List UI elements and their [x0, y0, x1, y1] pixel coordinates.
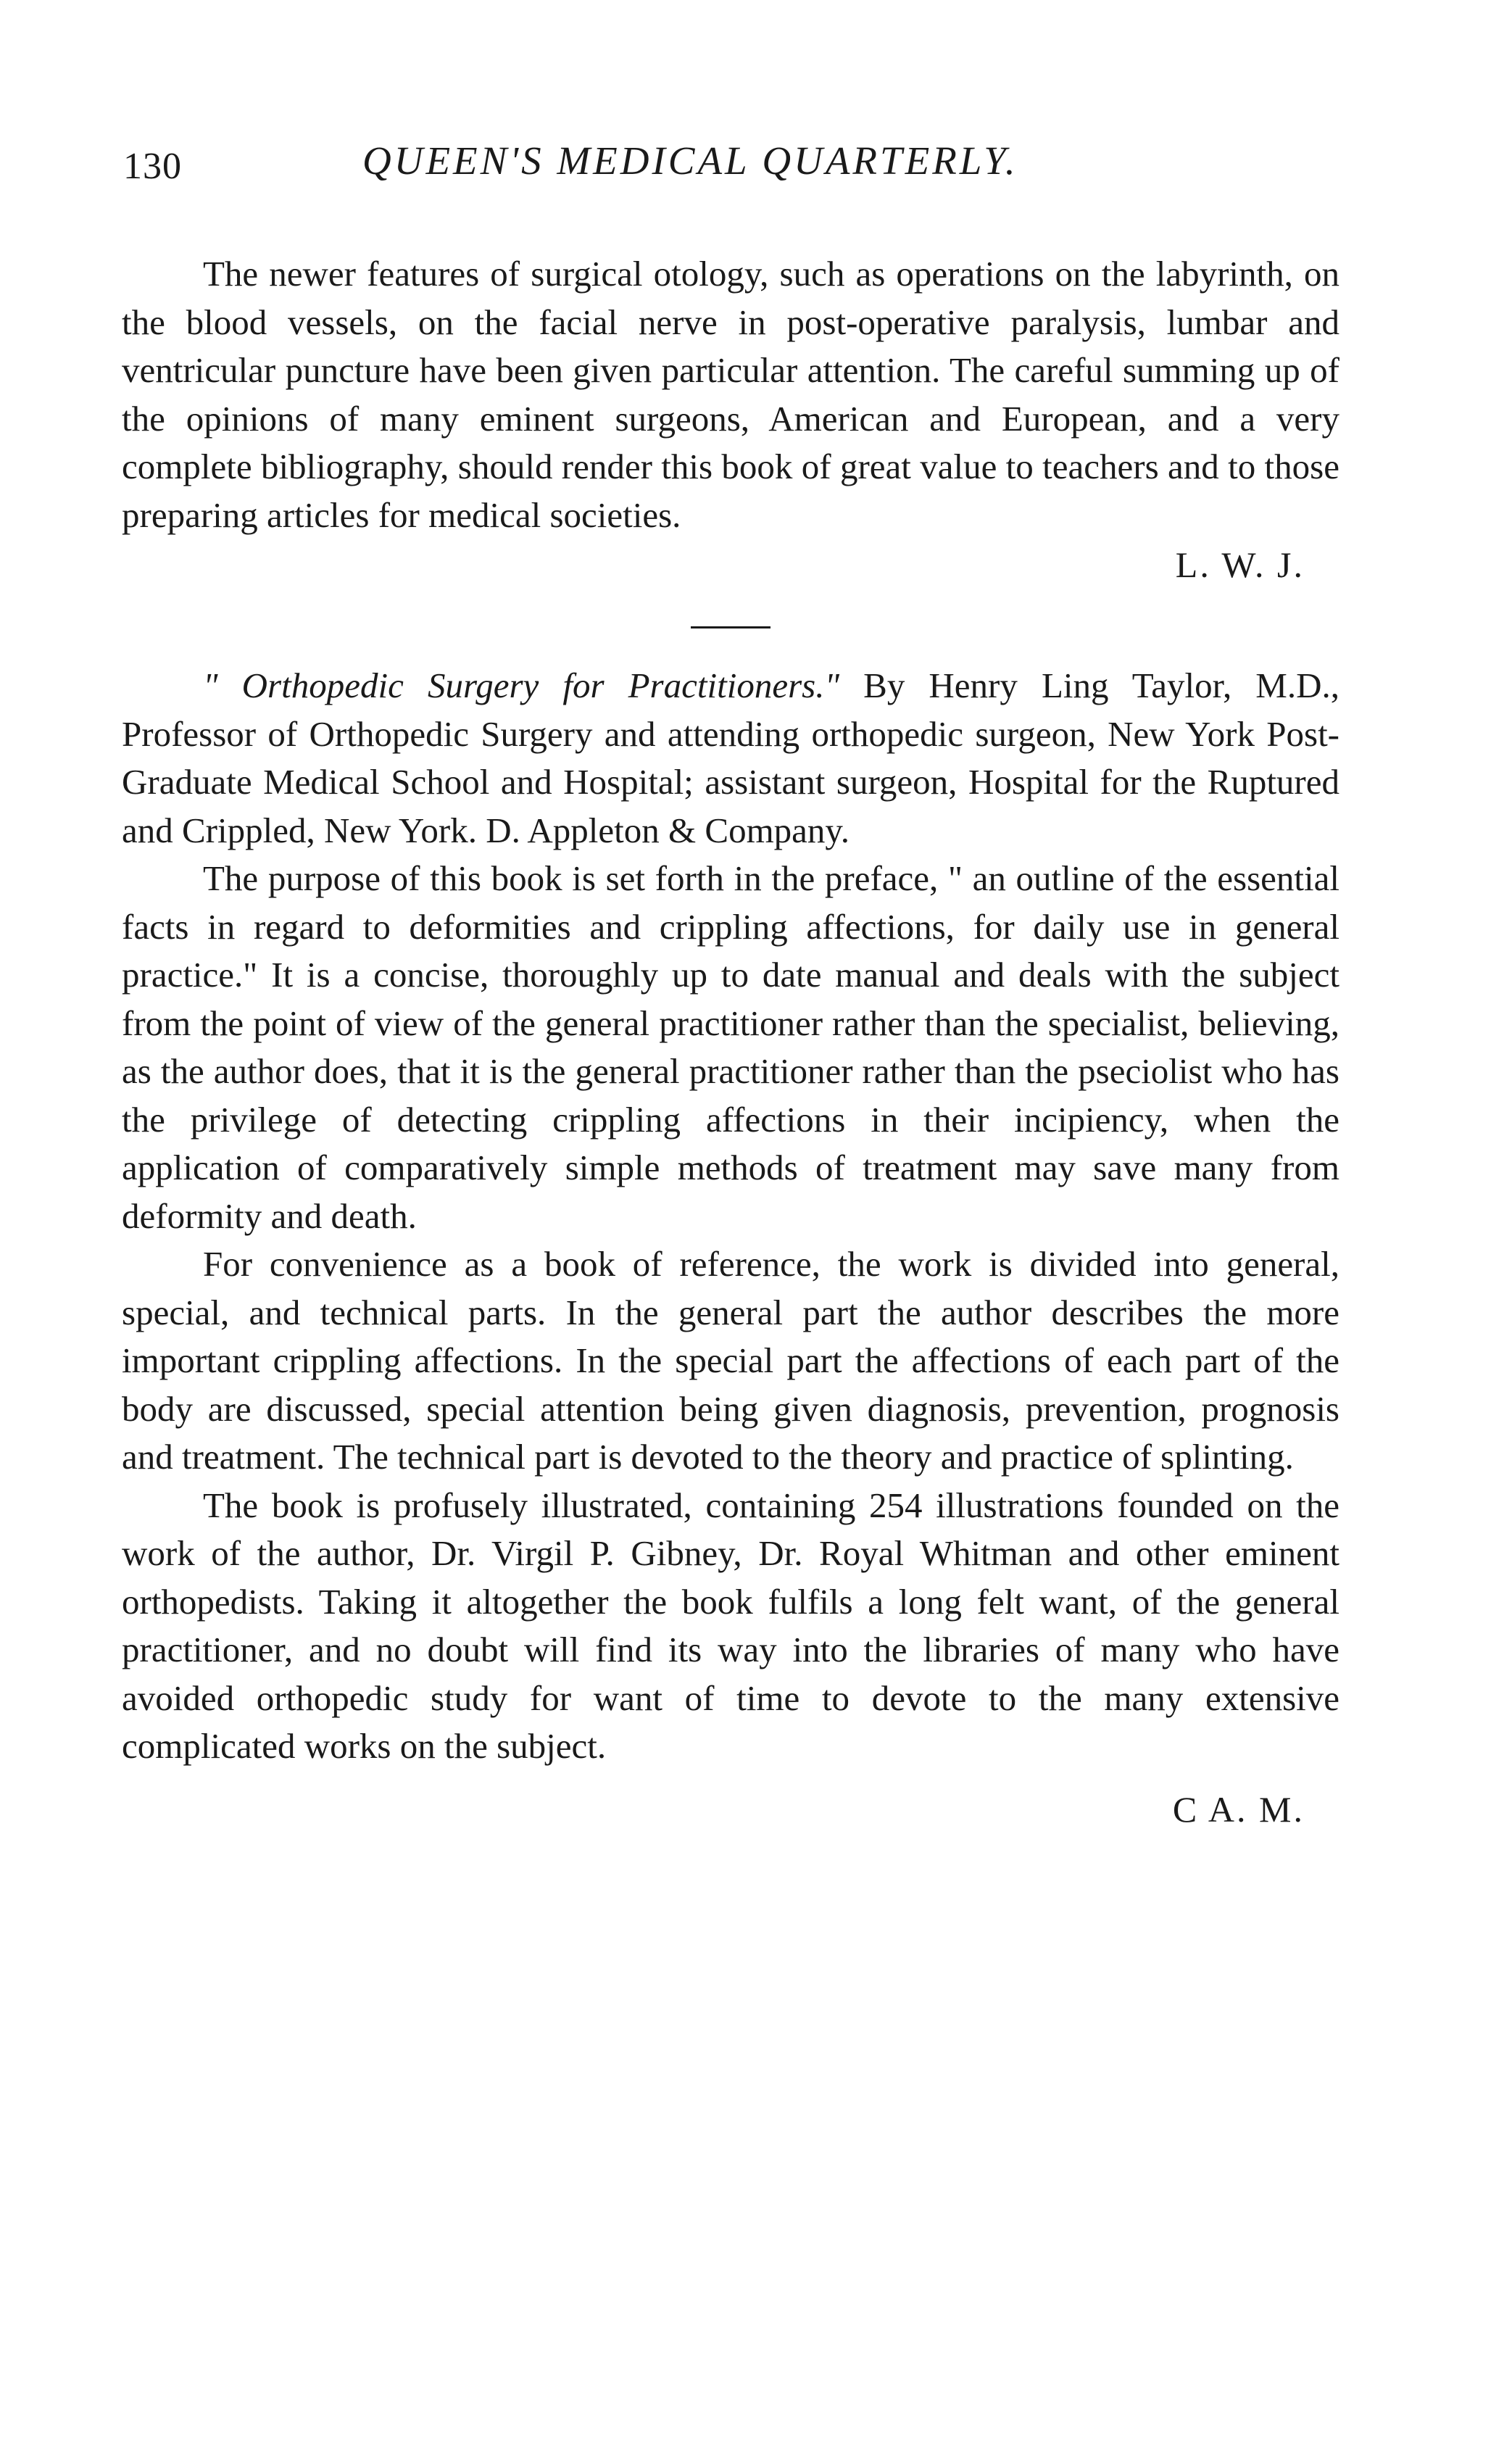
- book-title: " Orthopedic Surgery for Practitioners.": [203, 665, 840, 705]
- reviewer-signature: C A. M.: [1172, 1788, 1305, 1830]
- review-paragraph: The purpose of this book is set forth in the preface, " an outline of the essential facts in regard to deformities and crippling affections, for daily use in general practice." It is a concise, thoroughly up to date manual and deals with the subject from the point of view of the general practitioner rather than the specialist, believing, as the author does, that it is the general practitioner rather than the pseciolist who has the privilege of detecting crippling affections in their incipiency, when the application of comparatively simple methods of treatment may save many from deformity and death.: [122, 858, 1339, 1236]
- review-paragraph: For convenience as a book of reference, the work is divided into general, special, and technical parts. In the general part the author describes the more important crippling affections. In the special part the affections of each part of the body are discussed, special attention being given diagnosis, prevention, prognosis and treatment. The technical part is devoted to the theory and practice of splinting.: [122, 1244, 1339, 1477]
- review-otology: [122, 250, 1339, 589]
- reviewer-signature: L. W. J.: [1175, 544, 1305, 585]
- running-title: QUEEN'S MEDICAL QUARTERLY.: [362, 138, 1018, 183]
- page-header: [123, 138, 1355, 196]
- article-body: [122, 250, 1339, 1833]
- review-paragraph: The newer features of surgical otology, such as operations on the labyrinth, on the blood vessels, on the facial nerve in post-operative paralysis, lumbar and ventricular puncture have been given particular attention. The careful summing up of the opinions of many eminent surgeons, American and European, and a very complete bibliography, should render this book of great value to teachers and to those preparing articles for medical societies.: [122, 254, 1339, 535]
- review-paragraph: The book is profusely illustrated, containing 254 illustrations founded on the work of the author, Dr. Virgil P. Gibney, Dr. Royal Whitman and other eminent orthopedists. Taking it altogether the book fulfils a long felt want, of the general practitioner, and no doubt will find its way into the libraries of many who have avoided orthopedic study for want of time to devote to the many extensive complicated works on the subject.: [122, 1485, 1339, 1766]
- page-number: 130: [123, 146, 182, 187]
- book-citation-details: By Henry Ling Taylor, M.D., Professor of Orthopedic Surgery and attending orthopedic surgeon, New York Post-Graduate Medical School and Hospital; assistant surgeon, Hospital for the Ruptured and Crippled, New York. D. Appleton & Company.: [122, 665, 1339, 850]
- review-orthopedic-surgery: [122, 662, 1339, 1833]
- section-divider: [691, 626, 770, 628]
- book-citation: [122, 662, 1339, 855]
